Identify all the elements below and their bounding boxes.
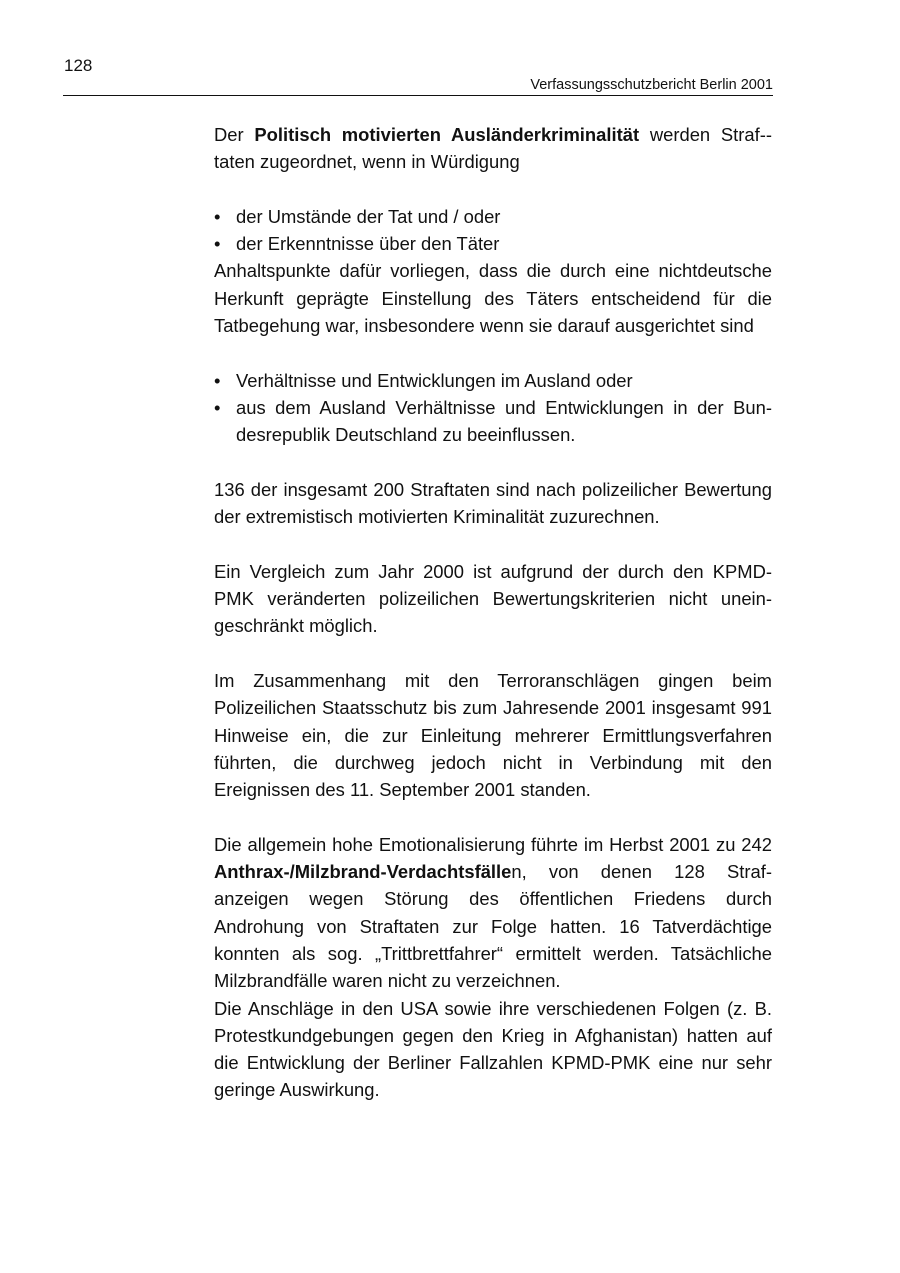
paragraph-statistics: 136 der insgesamt 200 Straftaten sind nach polizeilicher Bewertung der extremistisch motivierten Kriminalität zuzurechnen.: [214, 478, 772, 528]
aims-list: [214, 367, 772, 449]
bullet-icon: •: [214, 396, 221, 418]
spacer: [214, 449, 772, 476]
paragraph-text: werden Straf-taten zugeordnet, wenn in Würdigung: [214, 124, 773, 173]
paragraph-usa-attacks: Die Anschläge in den USA sowie ihre verschiedenen Folgen (z. B. Protestkundgebungen gegen den Krieg in Afghanistan) hatten auf die Entwicklung der Berliner Fallzahlen KPMD-PMK eine nur sehr geringe Auswirkung.: [214, 997, 772, 1101]
paragraph-terror-attacks: Im Zusammenhang mit den Terroranschlägen gingen beim Polizeilichen Staatsschutz bis zum Jahresende 2001 insgesamt 991 Hinweise ein, die zur Einleitung mehrerer Ermittlungsverfahren führten, die durchweg jedoch nicht in Verbindung mit den Ereignissen des 11. September 2001 standen.: [214, 669, 772, 801]
list-item-text: aus dem Ausland Verhältnisse und Entwicklungen in der Bundesrepublik Deutschland zu beeinflussen.: [236, 396, 772, 446]
bullet-icon: •: [214, 233, 221, 255]
bold-term: Politisch motivierten Ausländerkriminalität: [254, 124, 640, 145]
bold-term: Anthrax-/Milzbrand-Verdachtsfälle: [214, 861, 512, 883]
spacer: [214, 640, 772, 667]
paragraph-anthrax: [214, 831, 772, 995]
criteria-list: [214, 203, 772, 258]
list-item: [214, 203, 772, 230]
running-header-title: Verfassungsschutzbericht Berlin 2001: [530, 77, 773, 93]
list-item: [214, 367, 772, 394]
paragraph-definition: [214, 121, 772, 176]
spacer: [214, 530, 772, 557]
bullet-icon: •: [214, 369, 221, 391]
main-text: [214, 121, 772, 1104]
paragraph-text: n, von denen 128 Strafanzeigen wegen Störung des öffentlichen Friedens durch Androhung von Straftaten zur Folge hatten. 16 Tatverdächtige konnten als sog. „Trittbrettfahrer“ ermittelt werden. Tatsächliche Milzbrandfälle waren nicht zu verzeichnen.: [214, 861, 772, 992]
spacer: [214, 339, 772, 366]
list-item-text: Verhältnisse und Entwicklungen im Ausland oder: [236, 369, 633, 391]
spacer: [214, 803, 772, 830]
page-number: 128: [64, 56, 93, 75]
paragraph-text: Die allgemein hohe Emotionalisierung führte im Herbst 2001 zu 242: [214, 833, 772, 855]
list-item-text: der Erkenntnisse über den Täter: [236, 233, 500, 255]
list-item: [214, 394, 772, 449]
list-item: [214, 230, 772, 257]
paragraph-comparison: Ein Vergleich zum Jahr 2000 ist aufgrund der durch den KPMD-PMK veränderten polizeilichen Bewertungskriterien nicht uneingeschränkt möglich.: [214, 560, 772, 637]
spacer: [214, 176, 772, 203]
list-item-text: der Umstände der Tat und / oder: [236, 205, 501, 227]
paragraph-text: Der: [214, 124, 255, 145]
bullet-icon: •: [214, 205, 221, 227]
paragraph-indicators: Anhaltspunkte dafür vorliegen, dass die durch eine nichtdeutsche Herkunft geprägte Einstellung des Täters entscheidend für die Tatbegehung war, insbesondere wenn sie darauf ausgerichtet sind: [214, 260, 772, 337]
header-divider: [63, 95, 773, 96]
